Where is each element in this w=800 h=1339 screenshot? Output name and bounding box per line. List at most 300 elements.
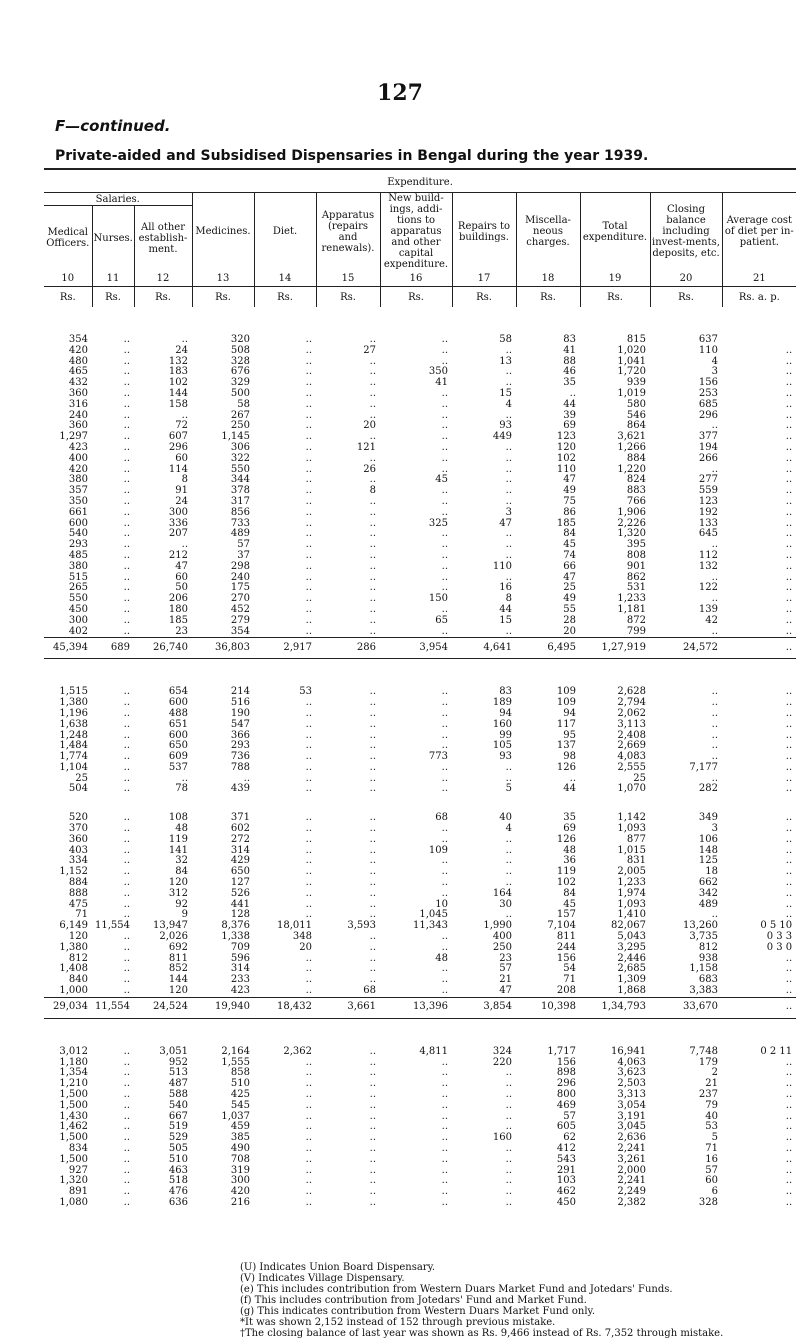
- table-cell: ..: [305, 898, 312, 910]
- table-cell: ..: [441, 855, 448, 867]
- table-cell: ..: [441, 740, 448, 752]
- table-cell: ..: [305, 1121, 312, 1133]
- table-cell: 119: [168, 833, 188, 845]
- table-cell: ..: [123, 1110, 130, 1122]
- table-cell: ..: [441, 560, 448, 572]
- table-row: [44, 551, 796, 562]
- table-cell: ..: [785, 963, 793, 975]
- table-cell: ..: [505, 463, 512, 475]
- table-cell: ..: [785, 431, 793, 443]
- table-cell: 685: [698, 398, 718, 410]
- table-cell: 1,638: [59, 718, 88, 730]
- table-cell: 1,045: [419, 909, 448, 921]
- table-cell: 120: [168, 985, 188, 997]
- table-cell: 48: [435, 952, 448, 964]
- table-cell: 3,051: [159, 1045, 188, 1057]
- table-cell: 3,113: [617, 718, 646, 730]
- table-cell: 651: [168, 718, 188, 730]
- table-cell: ..: [441, 963, 448, 975]
- table-cell: 53: [299, 686, 312, 698]
- table-cell: ..: [305, 1196, 312, 1208]
- table-cell: ..: [441, 1099, 448, 1111]
- table-cell: 21: [705, 1078, 718, 1090]
- table-cell: ..: [505, 377, 512, 389]
- table-cell: 30: [499, 898, 512, 910]
- table-cell: 1,180: [59, 1056, 88, 1068]
- table-cell: 380: [68, 474, 88, 486]
- table-cell: ..: [369, 495, 376, 507]
- table-cell: 75: [563, 495, 576, 507]
- table-cell: ..: [785, 952, 793, 964]
- table-row: [44, 367, 796, 378]
- table-cell: 808: [626, 549, 646, 561]
- table-cell: 45: [563, 898, 576, 910]
- table-cell: ..: [711, 740, 718, 752]
- table-cell: 44: [563, 783, 576, 795]
- table-row: [44, 932, 796, 943]
- table-cell: ..: [441, 495, 448, 507]
- column-number: 13: [192, 270, 254, 287]
- table-cell: ..: [441, 707, 448, 719]
- table-cell: 88: [563, 355, 576, 367]
- table-cell: ..: [123, 974, 130, 986]
- table-cell: 44: [499, 603, 512, 615]
- table-cell: ..: [369, 772, 376, 784]
- table-cell: 253: [698, 387, 718, 399]
- table-row: [44, 1112, 796, 1123]
- table-row: [44, 454, 796, 465]
- table-cell: ..: [369, 866, 376, 878]
- table-cell: 366: [230, 729, 250, 741]
- table-cell: 1,015: [617, 844, 646, 856]
- table-cell: ..: [711, 625, 718, 637]
- table-cell: ..: [441, 571, 448, 583]
- table-cell: 1,484: [59, 740, 88, 752]
- table-cell: 888: [68, 887, 88, 899]
- table-cell: ..: [369, 812, 376, 824]
- table-cell: ..: [505, 772, 512, 784]
- table-cell: 25: [75, 772, 88, 784]
- table-cell: ..: [369, 1099, 376, 1111]
- table-cell: 1,500: [59, 1132, 88, 1144]
- table-cell: ..: [785, 707, 793, 719]
- table-cell: 189: [492, 697, 512, 709]
- table-cell: 47: [563, 474, 576, 486]
- table-cell: 342: [698, 887, 718, 899]
- table-cell: 71: [563, 974, 576, 986]
- table-cell: ..: [785, 1078, 793, 1090]
- table-cell: ..: [785, 985, 793, 997]
- table-cell: 812: [698, 941, 718, 953]
- table-cell: ..: [505, 909, 512, 921]
- table-cell: 128: [230, 909, 250, 921]
- table-cell: ..: [505, 1153, 512, 1165]
- table-cell: ..: [441, 1121, 448, 1133]
- table-cell: 543: [556, 1153, 576, 1165]
- table-row: [44, 1144, 796, 1155]
- table-cell: 371: [230, 812, 250, 824]
- table-cell: ..: [785, 517, 793, 529]
- table-cell: 1,320: [617, 528, 646, 540]
- table-row: [44, 465, 796, 476]
- table-cell: 306: [230, 441, 250, 453]
- table-cell: 489: [698, 898, 718, 910]
- table-cell: ..: [711, 463, 718, 475]
- table-cell: 109: [556, 697, 576, 709]
- table-cell: 41: [563, 344, 576, 356]
- table-cell: 1,181: [617, 603, 646, 615]
- table-cell: ..: [305, 431, 312, 443]
- table-row: [44, 400, 796, 411]
- table-cell: ..: [785, 603, 793, 615]
- table-cell: 71: [705, 1143, 718, 1154]
- table-cell: ..: [785, 549, 793, 561]
- table-cell: ..: [123, 593, 130, 605]
- table-cell: 662: [698, 877, 718, 889]
- table-cell: 1,070: [617, 783, 646, 795]
- table-cell: 2,226: [617, 517, 646, 529]
- table-cell: ..: [305, 866, 312, 878]
- table-cell: 1,233: [617, 593, 646, 605]
- footnote: (U) Indicates Union Board Dispensary.: [240, 1262, 436, 1273]
- table-cell: 1,555: [221, 1056, 250, 1068]
- table-cell: ..: [441, 1196, 448, 1208]
- table-cell: ..: [123, 495, 130, 507]
- column-number: 11: [92, 270, 134, 287]
- top-rule: [44, 168, 796, 170]
- table-cell: 580: [626, 398, 646, 410]
- table-cell: ..: [441, 1132, 448, 1144]
- table-row: [44, 709, 796, 720]
- table-cell: ..: [785, 377, 793, 389]
- table-cell: 94: [563, 707, 576, 719]
- table-cell: ..: [441, 398, 448, 410]
- table-row: [44, 1122, 796, 1133]
- table-cell: ..: [785, 823, 793, 835]
- table-cell: ..: [569, 772, 576, 784]
- table-cell: 1,093: [617, 898, 646, 910]
- table-cell: 7,748: [689, 1045, 718, 1057]
- table-cell: ..: [441, 772, 448, 784]
- table-cell: ..: [305, 387, 312, 399]
- table-row: [44, 954, 796, 965]
- table-cell: ..: [369, 517, 376, 529]
- table-cell: ..: [711, 697, 718, 709]
- table-cell: 1,210: [59, 1078, 88, 1090]
- table-cell: 314: [230, 844, 250, 856]
- table-cell: 480: [68, 355, 88, 367]
- table-cell: ..: [305, 740, 312, 752]
- table-cell: 1,080: [59, 1196, 88, 1208]
- table-cell: ..: [305, 974, 312, 986]
- table-row: [44, 867, 796, 878]
- table-cell: ..: [505, 1078, 512, 1090]
- table-cell: 102: [556, 877, 576, 889]
- table-cell: 2,241: [617, 1175, 646, 1187]
- table-cell: 400: [492, 931, 512, 943]
- table-cell: 212: [168, 549, 188, 561]
- table-cell: 385: [230, 1132, 250, 1144]
- table-cell: ..: [123, 377, 130, 389]
- table-cell: 1,020: [617, 344, 646, 356]
- table-cell: ..: [369, 941, 376, 953]
- table-row: [44, 519, 796, 530]
- table-cell: 602: [230, 823, 250, 835]
- table-cell: ..: [305, 517, 312, 529]
- unit-label: Rs.: [580, 287, 650, 308]
- table-cell: ..: [369, 593, 376, 605]
- table-cell: 600: [168, 697, 188, 709]
- table-cell: 2,555: [617, 761, 646, 773]
- table-cell: ..: [305, 452, 312, 464]
- table-cell: 26: [363, 463, 376, 475]
- table-cell: ..: [123, 686, 130, 698]
- table-cell: 1,037: [221, 1110, 250, 1122]
- table-cell: 2,408: [617, 729, 646, 741]
- table-cell: 862: [626, 571, 646, 583]
- table-cell: ..: [123, 452, 130, 464]
- table-cell: 500: [230, 387, 250, 399]
- table-cell: 5: [505, 783, 512, 795]
- table-cell: ..: [785, 452, 793, 464]
- table-cell: 0 3 3: [766, 931, 793, 943]
- table-cell: 1,430: [59, 1110, 88, 1122]
- table-cell: ..: [123, 844, 130, 856]
- table-cell: ..: [369, 366, 376, 378]
- table-cell: ..: [305, 441, 312, 453]
- table-cell: 423: [230, 985, 250, 997]
- table-cell: 244: [556, 941, 576, 953]
- table-cell: ..: [123, 887, 130, 899]
- table-cell: ..: [785, 582, 793, 594]
- table-cell: 8: [369, 485, 376, 497]
- table-cell: ..: [785, 485, 793, 497]
- col-header: Medicines.: [192, 193, 254, 271]
- table-cell: 23: [499, 952, 512, 964]
- table-cell: ..: [369, 409, 376, 421]
- table-cell: 120: [556, 441, 576, 453]
- table-cell: 2,636: [617, 1132, 646, 1144]
- table-cell: 550: [68, 593, 88, 605]
- column-number: 16: [380, 270, 452, 287]
- table-row: [44, 421, 796, 432]
- page-number: 127: [377, 80, 423, 106]
- table-cell: ..: [305, 355, 312, 367]
- unit-label: Rs.: [134, 287, 192, 308]
- table-row: [44, 583, 796, 594]
- table-cell: 0 3 0: [766, 941, 793, 953]
- table-cell: ..: [785, 387, 793, 399]
- table-cell: ..: [369, 334, 376, 345]
- total-cell: 33,670: [650, 997, 722, 1018]
- table-cell: ..: [305, 528, 312, 540]
- table-cell: 812: [68, 952, 88, 964]
- table-cell: ..: [441, 409, 448, 421]
- footnotes: [240, 1262, 723, 1339]
- table-cell: 4: [711, 355, 718, 367]
- table-row: [44, 389, 796, 400]
- table-cell: ..: [369, 528, 376, 540]
- table-row: [44, 562, 796, 573]
- table-cell: 47: [175, 560, 188, 572]
- table-cell: ..: [505, 452, 512, 464]
- table-cell: 799: [626, 625, 646, 637]
- table-cell: 20: [563, 625, 576, 637]
- table-cell: 380: [68, 560, 88, 572]
- table-cell: 607: [168, 431, 188, 443]
- table-cell: ..: [123, 485, 130, 497]
- total-cell: 11,554: [92, 997, 134, 1018]
- table-cell: ..: [123, 571, 130, 583]
- table-cell: 3,383: [689, 985, 718, 997]
- table-cell: ..: [785, 495, 793, 507]
- table-cell: ..: [369, 751, 376, 763]
- table-cell: 1,462: [59, 1121, 88, 1133]
- table-row: [44, 594, 796, 605]
- table-cell: 328: [230, 355, 250, 367]
- table-cell: 21: [499, 974, 512, 986]
- table-cell: 44: [563, 398, 576, 410]
- table-cell: 1,774: [59, 751, 88, 763]
- table-cell: ..: [123, 812, 130, 824]
- unit-label: Rs.: [92, 287, 134, 308]
- table-cell: 127: [230, 877, 250, 889]
- table-cell: 11,554: [95, 920, 130, 932]
- unit-label: Rs.: [516, 287, 580, 308]
- col-header: All other establish-ment.: [134, 206, 192, 270]
- expenditure-table: [44, 172, 796, 1209]
- table-cell: 137: [556, 740, 576, 752]
- col-header: Miscella-neous charges.: [516, 193, 580, 271]
- table-cell: ..: [181, 409, 188, 421]
- spacer-row: [44, 659, 796, 688]
- table-cell: ..: [369, 474, 376, 486]
- table-cell: 49: [563, 485, 576, 497]
- table-cell: 47: [563, 571, 576, 583]
- table-cell: ..: [123, 441, 130, 453]
- table-cell: 465: [68, 366, 88, 378]
- col-header: Apparatus (repairs and renewals).: [316, 193, 380, 271]
- table-cell: 62: [563, 1132, 576, 1144]
- table-cell: 65: [435, 614, 448, 626]
- unit-label: Rs.: [380, 287, 452, 308]
- table-cell: ..: [441, 528, 448, 540]
- table-cell: 300: [230, 1175, 250, 1187]
- table-cell: ..: [785, 751, 793, 763]
- table-cell: 3,313: [617, 1089, 646, 1101]
- table-cell: ..: [785, 729, 793, 741]
- table-cell: 13: [499, 355, 512, 367]
- table-cell: 788: [230, 761, 250, 773]
- table-cell: 144: [168, 974, 188, 986]
- table-row: [44, 774, 796, 785]
- table-cell: ..: [441, 985, 448, 997]
- table-cell: 1,158: [689, 963, 718, 975]
- table-cell: ..: [305, 625, 312, 637]
- table-cell: ..: [711, 571, 718, 583]
- table-cell: 317: [230, 495, 250, 507]
- table-row: [44, 1068, 796, 1079]
- table-cell: 489: [230, 528, 250, 540]
- total-cell: 45,394: [44, 638, 92, 659]
- table-row: [44, 986, 796, 997]
- table-cell: 72: [175, 420, 188, 432]
- table-cell: 1,248: [59, 729, 88, 741]
- table-cell: 3,593: [347, 920, 376, 932]
- table-cell: ..: [369, 1153, 376, 1165]
- table-cell: 50: [175, 582, 188, 594]
- table-cell: ..: [123, 751, 130, 763]
- table-cell: ..: [123, 463, 130, 475]
- table-cell: 344: [230, 474, 250, 486]
- table-cell: 360: [68, 833, 88, 845]
- table-cell: ..: [369, 844, 376, 856]
- table-cell: ..: [123, 1067, 130, 1079]
- table-cell: 144: [168, 387, 188, 399]
- table-cell: ..: [369, 506, 376, 518]
- table-cell: 2,446: [617, 952, 646, 964]
- table-cell: ..: [785, 1121, 793, 1133]
- salaries-header: Salaries.: [44, 193, 192, 206]
- table-cell: 1,500: [59, 1099, 88, 1111]
- table-cell: 39: [563, 409, 576, 421]
- table-cell: 939: [626, 377, 646, 389]
- table-cell: ..: [305, 398, 312, 410]
- table-cell: 676: [230, 366, 250, 378]
- table-row: [44, 411, 796, 422]
- table-cell: ..: [441, 441, 448, 453]
- table-cell: 475: [68, 898, 88, 910]
- table-cell: ..: [369, 697, 376, 709]
- table-cell: 185: [556, 517, 576, 529]
- table-cell: ..: [441, 603, 448, 615]
- col-header: Medical Officers.: [46, 227, 90, 250]
- table-cell: 2,000: [617, 1164, 646, 1176]
- table-cell: ..: [441, 334, 448, 345]
- table-cell: 102: [168, 377, 188, 389]
- table-cell: 250: [230, 420, 250, 432]
- table-cell: 858: [230, 1067, 250, 1079]
- unit-label: Rs.: [452, 287, 516, 308]
- table-cell: ..: [305, 772, 312, 784]
- table-cell: 546: [626, 409, 646, 421]
- table-cell: ..: [305, 1110, 312, 1122]
- table-cell: ..: [785, 1153, 793, 1165]
- table-cell: ..: [305, 952, 312, 964]
- table-cell: ..: [305, 1099, 312, 1111]
- table-cell: 884: [68, 877, 88, 889]
- spacer-row: [44, 1018, 796, 1047]
- table-cell: 667: [168, 1110, 188, 1122]
- table-cell: ..: [305, 1132, 312, 1144]
- table-cell: 637: [698, 334, 718, 345]
- table-cell: ..: [441, 344, 448, 356]
- table-cell: ..: [505, 441, 512, 453]
- table-cell: 20: [363, 420, 376, 432]
- table-row: [44, 475, 796, 486]
- table-cell: 126: [556, 761, 576, 773]
- table-cell: 322: [230, 452, 250, 464]
- footnote: (e) This includes contribution from Western Duars Market Fund and Jotedars' Funds.: [240, 1284, 673, 1295]
- table-cell: ..: [305, 812, 312, 824]
- table-cell: ..: [305, 729, 312, 741]
- table-cell: 537: [168, 761, 188, 773]
- table-cell: ..: [505, 549, 512, 561]
- table-row: [44, 846, 796, 857]
- table-cell: 156: [698, 377, 718, 389]
- table-cell: 98: [563, 751, 576, 763]
- table-cell: ..: [305, 697, 312, 709]
